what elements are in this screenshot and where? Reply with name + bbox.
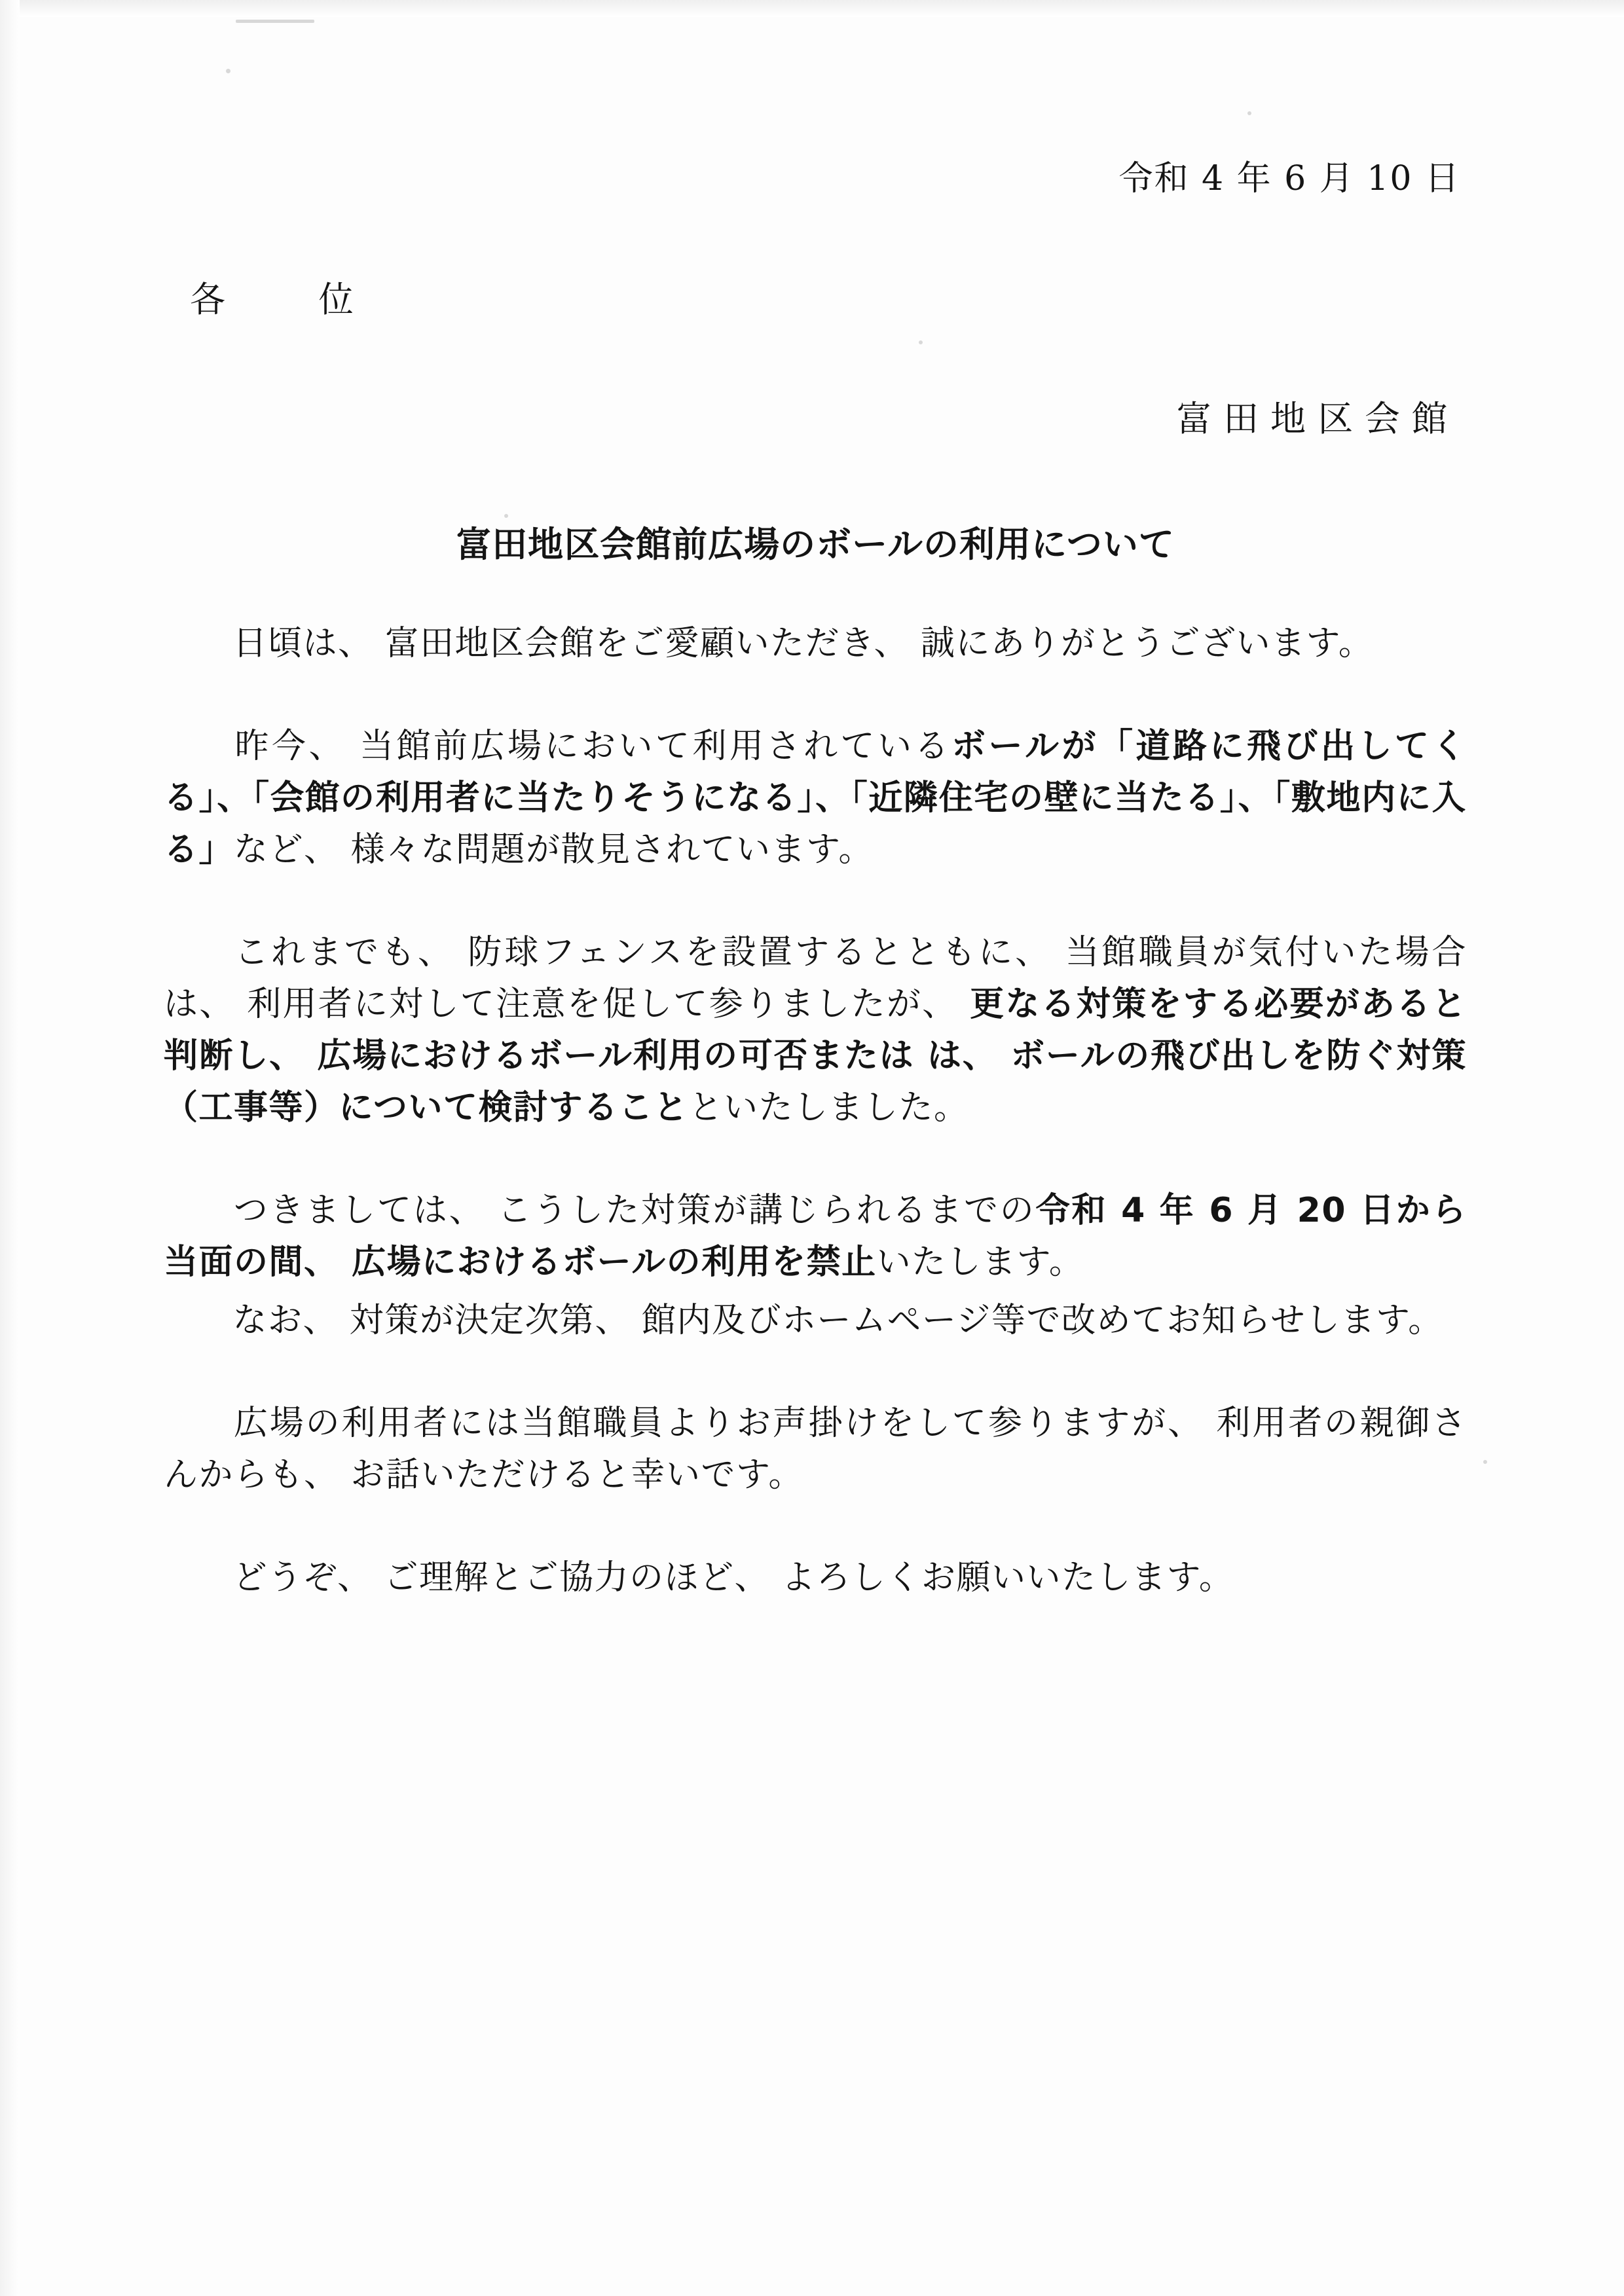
paragraph-prohibition xyxy=(164,1185,1467,1288)
scan-speck xyxy=(236,20,314,23)
document-date: 令和 4 年 6 月 10 日 xyxy=(1118,159,1460,198)
paragraph-problem-segment: 昨今、 当館前広場において利用されている xyxy=(198,727,952,767)
paragraph-problem-segment: など、 様々な問題が散見されています。 xyxy=(234,830,874,870)
paragraph-notice xyxy=(164,1295,1467,1347)
paragraph-problem xyxy=(164,721,1467,876)
paragraph-greeting-segment: 日頃は、 富田地区会館をご愛顧いただき、 誠にありがとうございます。 xyxy=(198,624,1374,663)
paragraph-measures xyxy=(164,927,1467,1134)
paragraph-list xyxy=(164,618,1467,1604)
paragraph-notice-segment: なお、 対策が決定次第、 館内及びホームページ等で改めてお知らせします。 xyxy=(198,1301,1443,1341)
paragraph-measures-segment: 更なる対策をする必要があると判断し、 広場におけるボール利用の可否または は、 ボールの飛び出しを防ぐ対策（工事等）について検討すること xyxy=(164,985,1467,1128)
scan-edge-left xyxy=(0,0,20,2296)
paragraph-prohibition-segment: つきましては、 こうした対策が講じられるまでの xyxy=(198,1191,1036,1231)
scan-edge-top xyxy=(0,0,1624,17)
paragraph-measures-segment: といたしました。 xyxy=(688,1088,969,1128)
paragraph-problem-segment: ボールが「道路に飛び出してくる」、「会館の利用者に当たりそうになる」、「近隣住宅の壁に当たる」、「敷地内に入る」 xyxy=(164,727,1467,870)
paragraph-greeting xyxy=(164,618,1467,670)
document-body xyxy=(164,92,1467,1604)
document-sender: 富田地区会館 xyxy=(1176,398,1459,439)
paragraph-prohibition-segment: いたします。 xyxy=(876,1243,1084,1283)
paragraph-prohibition-segment: 令和 4 年 6 月 20 日から当面の間、 広場におけるボールの利用を禁止 xyxy=(164,1191,1467,1283)
paragraph-request xyxy=(164,1398,1467,1501)
paragraph-measures-segment: これまでも、 防球フェンスを設置するとともに、 当館職員が気付いた場合は、 利用者に対して注意を促して参りましたが、 xyxy=(164,933,1467,1025)
scan-speck xyxy=(226,69,231,73)
paragraph-closing xyxy=(164,1552,1467,1604)
document-addressee: 各 位 xyxy=(190,279,382,320)
paragraph-closing-segment: どうぞ、 ご理解とご協力のほど、 よろしくお願いいたします。 xyxy=(198,1558,1234,1598)
scan-speck xyxy=(1483,1460,1487,1464)
paragraph-request-segment: 広場の利用者には当館職員よりお声掛けをして参りますが、 利用者の親御さんからも、 お話いただけると幸いです。 xyxy=(164,1404,1467,1495)
document-title: 富田地区会館前広場のボールの利用について xyxy=(456,524,1175,565)
